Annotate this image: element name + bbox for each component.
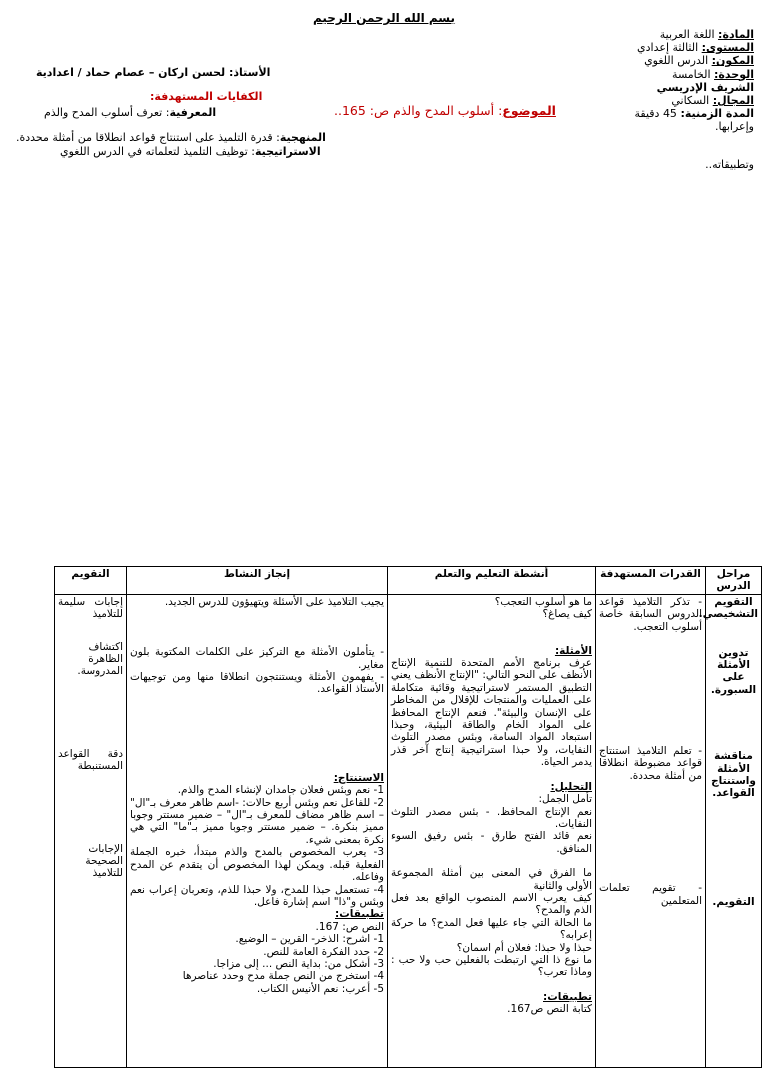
lesson-subject: الموضوع: أسلوب المدح والذم ص: 165.. xyxy=(334,103,556,118)
analysis-line: تأمل الجمل: xyxy=(538,793,592,806)
table-header-row xyxy=(55,567,762,595)
examples-text: عرف برنامج الأمم المتحدة للتنمية الإنتاج الأنظف على النحو التالي: "الإنتاج الأنظف يعني التطبيق المستمر لاستراتيجية وقائية متكاملة على العمليات والمنتجات للإقلال من المخاطر على الإنسان والبيئة". فنعم الإنتاج المحافظ على المواد الخام والطاقة البيئية، وحبذا استبعاد المواد السامة، وبئس مصدر التلوث النفايات، ولا حبذا استراتيجية إنتاج آخر قذر يدمر الحياة. xyxy=(391,657,592,769)
activity-q1: ما هو أسلوب التعجب؟ xyxy=(494,595,592,608)
methodological-line: المنهجية: قدرة التلميذ على استنتاج قواعد انطلاقا من أمثلة محددة. xyxy=(16,131,326,144)
achievement-applications-label: تطبيقات: xyxy=(335,908,384,921)
analysis-question: كيف يعرب الاسم المنصوب الواقع بعد فعل الذم والمدح؟ xyxy=(391,891,592,917)
analysis-question: ما الفرق في المعنى بين أمثلة المجموعة الأولى والثانية xyxy=(391,867,592,892)
meta-block xyxy=(604,28,754,134)
header-activities: أنشطة التعليم والتعلم xyxy=(388,567,596,595)
analysis-question: ما الحالة التي جاء عليها فعل المدح؟ ما حركة إعرابه؟ xyxy=(391,916,592,942)
application-item: 4- استخرج من النص جملة مدح وحدد عناصرها xyxy=(182,970,384,983)
lesson-plan-table xyxy=(54,566,762,1068)
conclusion-line: 4- تستعمل حبذا للمدح، ولا حبذا للذم، وتعربان إعراب نعم وبئس و"ذا" اسم إشارة فاعل. xyxy=(130,883,384,908)
stage-discussion: مناقشة الأمثلة واستنتاج القواعد. xyxy=(711,750,756,800)
analysis-question: ما نوع ذا التي ارتبطت بالفعلين حب ولا حب : وماذا تعرب؟ xyxy=(391,953,592,979)
application-item: 2- حدد الفكرة العامة للنص. xyxy=(263,945,384,958)
activity-applications-text: كتابة النص ص167. xyxy=(507,1003,592,1016)
achievement-cell xyxy=(127,594,388,1067)
evaluation-1: إجابات سليمة للتلاميذ xyxy=(58,595,123,621)
header-stages: مراحل الدرس xyxy=(706,567,762,595)
activity-applications-label: تطبيقات: xyxy=(543,990,592,1003)
stage-diagnostic: التقويم التشخيصي. xyxy=(698,595,758,621)
conclusion-label: الاستنتاج: xyxy=(333,771,384,784)
meta-school: الشريف الإدريسي xyxy=(656,80,754,94)
basmala-title: بسم الله الرحمن الرحيم xyxy=(312,11,456,25)
abilities-cell xyxy=(596,594,706,1067)
ability-1: - تذكر التلاميذ قواعد الدروس السابقة خاصة أسلوب التعجب. xyxy=(599,595,702,633)
application-item: 5- أعرب: نعم الأنيس الكتاب. xyxy=(256,982,384,995)
header-evaluation: التقويم xyxy=(55,567,127,595)
header-achievement: إنجاز النشاط xyxy=(127,567,388,595)
stage-evaluation: التقويم. xyxy=(712,895,755,908)
meta-duration: المدة الزمنية: 45 دقيقة xyxy=(634,107,754,121)
achievement-3: - يفهمون الأمثلة ويستنتجون انطلاقا منها ومن توجيهات الأستاذ القواعد. xyxy=(130,671,384,696)
meta-unit: الوحدة: الخامسة xyxy=(672,67,754,81)
analysis-question: حبذا ولا حبذا: فعلان أم اسمان؟ xyxy=(456,941,592,954)
competencies-label: الكفايات المستهدفة: xyxy=(150,90,263,103)
application-item: 1- اشرح: الذخر- القرين – الوضيع. xyxy=(235,933,384,946)
activity-q2: كيف يصاغ؟ xyxy=(542,608,592,621)
meta-field: المجال: السكاني xyxy=(671,94,754,108)
achievement-1: يجيب التلاميذ على الأسئلة ويتهيؤون للدرس الجديد. xyxy=(164,595,384,608)
evaluation-4: الإجابات الصحيحة للتلاميذ xyxy=(85,842,123,880)
achievement-2: - يتأملون الأمثلة مع التركيز على الكلمات المكتوبة بلون مغاير. xyxy=(130,646,384,671)
analysis-line: نعم الإنتاج المحافظ. - بئس مصدر التلوث النفايات. xyxy=(391,805,592,830)
table-row xyxy=(55,594,762,1067)
evaluation-3: دقة القواعد المستنبطة xyxy=(58,747,123,773)
evaluation-cell xyxy=(55,594,127,1067)
ability-3: - تقويم تعلمات المتعلمين xyxy=(599,882,702,907)
analysis-line: نعم قائد الفتح طارق - بئس رفيق السوء المنافق. xyxy=(391,830,592,855)
activities-cell xyxy=(388,594,596,1067)
evaluation-2: اكتشاف الظاهرة المدروسة. xyxy=(77,640,123,678)
examples-label: الأمثلة: xyxy=(554,644,592,657)
analysis-label: التحليل: xyxy=(550,780,592,793)
stage-examples: تدوين الأمثلة على السبورة. xyxy=(710,646,757,696)
stages-cell xyxy=(698,594,762,1067)
meta-subject: المادة: اللغة العربية xyxy=(659,28,754,41)
conclusion-line: 1- نعم وبئس فعلان جامدان لإنشاء المدح والذم. xyxy=(177,784,384,797)
conclusion-line: 3- يعرب المخصوص بالمدح والذم مبتدأ، خبره الجملة الفعلية قبله. ويمكن لهذا المخصوص أن يتقدم عن المدح وفاعله. xyxy=(130,846,384,884)
header-abilities: القدرات المستهدفة xyxy=(596,567,706,595)
teacher-line: الأستاذ: لحسن اركان – عصام حماد / اعدادية xyxy=(36,66,271,79)
conclusion-line: 2- للفاعل نعم وبئس أربع حالات: -اسم ظاهر معرف بـ"ال" – اسم ظاهر مضاف للمعرف بـ"ال" – ضمير مستتر وجوبا مميز بنكرة. – ضمير مستتر وجوبا مميز بـ"ما" التي هي نكرة بمعنى شيء. xyxy=(130,796,384,846)
ability-2: - تعلم التلاميذ استنتاج قواعد مضبوطة انطلاقا من أمثلة محددة. xyxy=(599,745,702,782)
trail-line-2: وتطبيقاته.. xyxy=(705,158,754,171)
meta-level: المستوى: الثالثة إعدادي xyxy=(637,41,754,55)
application-item: 3- أشكل من: بداية النص ... إلى مزاجا. xyxy=(213,957,384,970)
strategic-line: الاستراتيجية: توظيف التلميذ لتعلماته في الدرس اللغوي xyxy=(60,145,321,158)
cognitive-line: المعرفية: تعرف أسلوب المدح والذم xyxy=(44,106,217,119)
application-item: النص ص: 167. xyxy=(315,920,384,933)
trail-line-1: وإعرابها. xyxy=(714,120,754,134)
meta-component: المكون: الدرس اللغوي xyxy=(644,54,754,68)
